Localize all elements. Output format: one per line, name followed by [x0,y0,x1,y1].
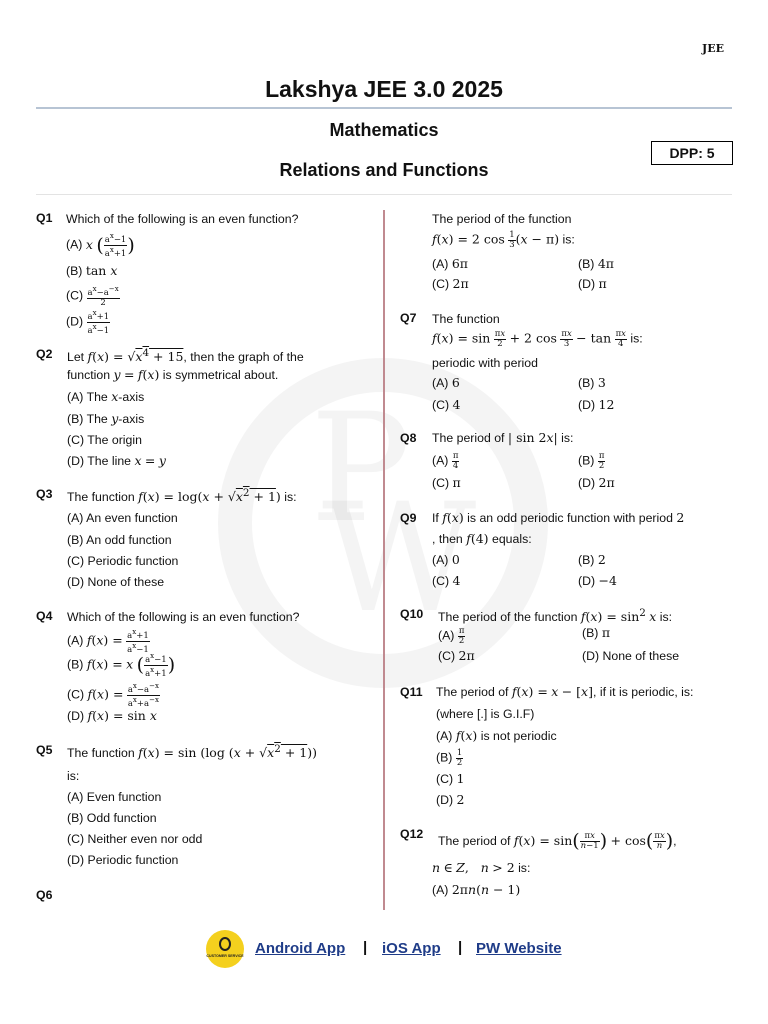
question-stem-line2: , then f(4) equals: [432,531,532,546]
header-rule [36,194,732,195]
question-stem-line2: is: [67,769,80,783]
question-stem-line3: periodic with period [432,356,538,370]
option-d: (D) None of these [67,575,165,589]
question-stem-line2: (where [.] is G.I.F) [436,707,535,721]
option-a: (A) f(x) = $\frac{a^x+1}{a^x-1}$ [67,627,149,655]
question-stem: The period of f(x) = x − [x], if it is periodic, is: [436,684,694,699]
math-expression: $\frac{a^x-a^{-x}}{2}$ [87,284,119,308]
question-stem: Let $f(x) = √x^4 + 15$, then the graph of the [67,347,304,365]
footer-separator: | [363,939,368,956]
question-number: Q12 [400,827,424,841]
question-number: Q3 [36,487,53,501]
option-b: (B) $\frac{\pi}{2}$ [578,451,605,471]
option-c: (C) 4 [432,397,461,412]
option-b: (B) $\frac{1}{2}$ [436,748,463,768]
question-stem: If f(x) is an odd periodic function with period 2 [432,510,685,525]
option-d: (D) 12 [578,397,615,412]
headset-icon [219,937,231,951]
option-a: (A) f(x) is not periodic [436,728,557,743]
option-b: (B) 2 [578,552,606,567]
question-number: Q10 [400,607,424,621]
question-stem: The function f(x) = sin (log $(x + √x^2 + 1)$) [67,743,317,761]
question-q7 [400,312,735,417]
option-b: (B) An odd function [67,533,172,547]
question-q6 [36,889,96,905]
question-stem: The function [432,312,500,326]
page-title: Lakshya JEE 3.0 2025 [265,76,503,102]
question-stem-line2: f(x) = sin $\frac{\pi x}{2}$ + 2 cos $\frac{\pi x}{3}$ − tan $\frac{\pi x}{4}$ is: [432,329,643,349]
dpp-badge: DPP: 5 [651,141,733,165]
option-c: (C) 2π [432,276,469,291]
option-c: (C) π [432,475,461,490]
question-number: Q7 [400,311,417,325]
corner-label: JEE [702,42,724,55]
question-q1 [36,212,376,337]
question-number: Q11 [400,685,423,699]
question-stem: Which of the following is an even function? [66,212,299,226]
question-stem: The period of f(x) = sin( $\frac{\pi x}{n-1}$ ) + cos( $\frac{\pi x}{n}$ ), [438,830,677,852]
option-a: (A) Even function [67,790,162,804]
math-expression: $\frac{a^x+1}{a^x-1}$ [87,308,110,336]
subject-heading: Mathematics [329,120,439,140]
question-number: Q4 [36,609,53,623]
option-a: (A) 6π [432,256,468,271]
question-number: Q9 [400,511,417,525]
question-stem: The period of the function [432,212,572,226]
android-app-link[interactable]: Android App [255,940,346,957]
math-expression: x ( $\frac{a^x-1}{a^x+1}$ ) [85,231,135,259]
chapter-heading: Relations and Functions [279,160,489,180]
question-number: Q6 [36,888,53,902]
option-c: (C) The origin [67,433,142,447]
option-d: (D) None of these [582,649,680,663]
question-stem-line2: n ∈ Z, n > 2 is: [432,860,531,875]
question-stem: The period of | sin 2x| is: [432,430,574,445]
option-d: (D) The line x = y [67,453,166,468]
customer-service-logo [206,930,244,968]
option-a: (A) $\frac{\pi}{4}$ [432,451,459,471]
ios-app-link[interactable]: iOS App [382,940,441,957]
option-d: (D) 2 [436,792,465,807]
option-d: (D) 2π [578,475,615,490]
right-column [400,212,735,902]
math-expression: tan x [85,263,118,278]
option-c: (C) 4 [432,573,461,588]
option-c: (C) f(x) = $\frac{a^x-a^{-x}}{a^x+a^{-x}}$ [67,681,160,709]
option-a [66,232,135,259]
question-q8 [400,432,735,497]
option-label: (A) [66,237,83,252]
question-number: Q1 [36,211,53,225]
question-q10 [400,608,735,668]
question-q6-body [400,212,735,297]
question-stem-line2: f(x) = 2 cos $\frac{1}{3}$ (x − π) is: [432,230,575,250]
footer-separator: | [458,939,463,956]
option-d: (D) −4 [578,573,617,588]
option-b [66,265,117,278]
option-b: (B) 4π [578,256,614,271]
question-q4 [36,610,376,730]
question-stem-line2: function y = f(x) is symmetrical about. [67,367,279,382]
option-d: (D) f(x) = sin x [67,708,157,723]
question-q12 [400,828,735,900]
option-a: (A) $\frac{\pi}{2}$ [438,626,465,646]
title-rule [36,107,732,109]
option-d: (D) Periodic function [67,853,179,867]
question-stem: The function $f(x) = \log(x + √x^2 + 1)$ is: [67,487,297,505]
option-label: (C) [66,288,84,303]
logo-caption: CUSTOMER SERVICE [206,954,244,958]
option-a: (A) 0 [432,552,460,567]
question-q2 [36,348,376,478]
column-divider [383,210,385,910]
option-a: (A) 6 [432,375,460,390]
option-b: (B) The y-axis [67,411,145,426]
option-c [66,285,120,308]
question-q11 [400,686,735,811]
question-q9 [400,512,735,592]
question-stem: The period of the function $f(x) = \sin^2 x$ is: [438,607,673,625]
option-d [66,309,110,336]
option-b: (B) Odd function [67,811,157,825]
option-c: (C) 2π [438,648,475,663]
option-d: (D) π [578,276,607,291]
option-c: (C) 1 [436,771,465,786]
option-b: (B) f(x) = x ( $\frac{a^x-1}{a^x+1}$ ) [67,651,176,679]
pw-website-link[interactable]: PW Website [476,940,562,957]
option-label: (B) [66,264,83,278]
option-a: (A) The x-axis [67,389,145,404]
option-c: (C) Neither even nor odd [67,832,203,846]
option-b: (B) π [582,625,611,640]
option-b: (B) 3 [578,375,606,390]
question-number: Q5 [36,743,53,757]
question-q5 [36,744,376,874]
left-column [36,212,376,902]
question-stem: Which of the following is an even function? [67,610,300,624]
question-q3 [36,488,376,593]
option-label: (D) [66,314,84,329]
option-a: (A) 2πn(n − 1) [432,882,521,897]
question-number: Q8 [400,431,417,445]
question-number: Q2 [36,347,53,361]
option-a: (A) An even function [67,511,178,525]
option-c: (C) Periodic function [67,554,179,568]
footer-bar [0,926,768,972]
